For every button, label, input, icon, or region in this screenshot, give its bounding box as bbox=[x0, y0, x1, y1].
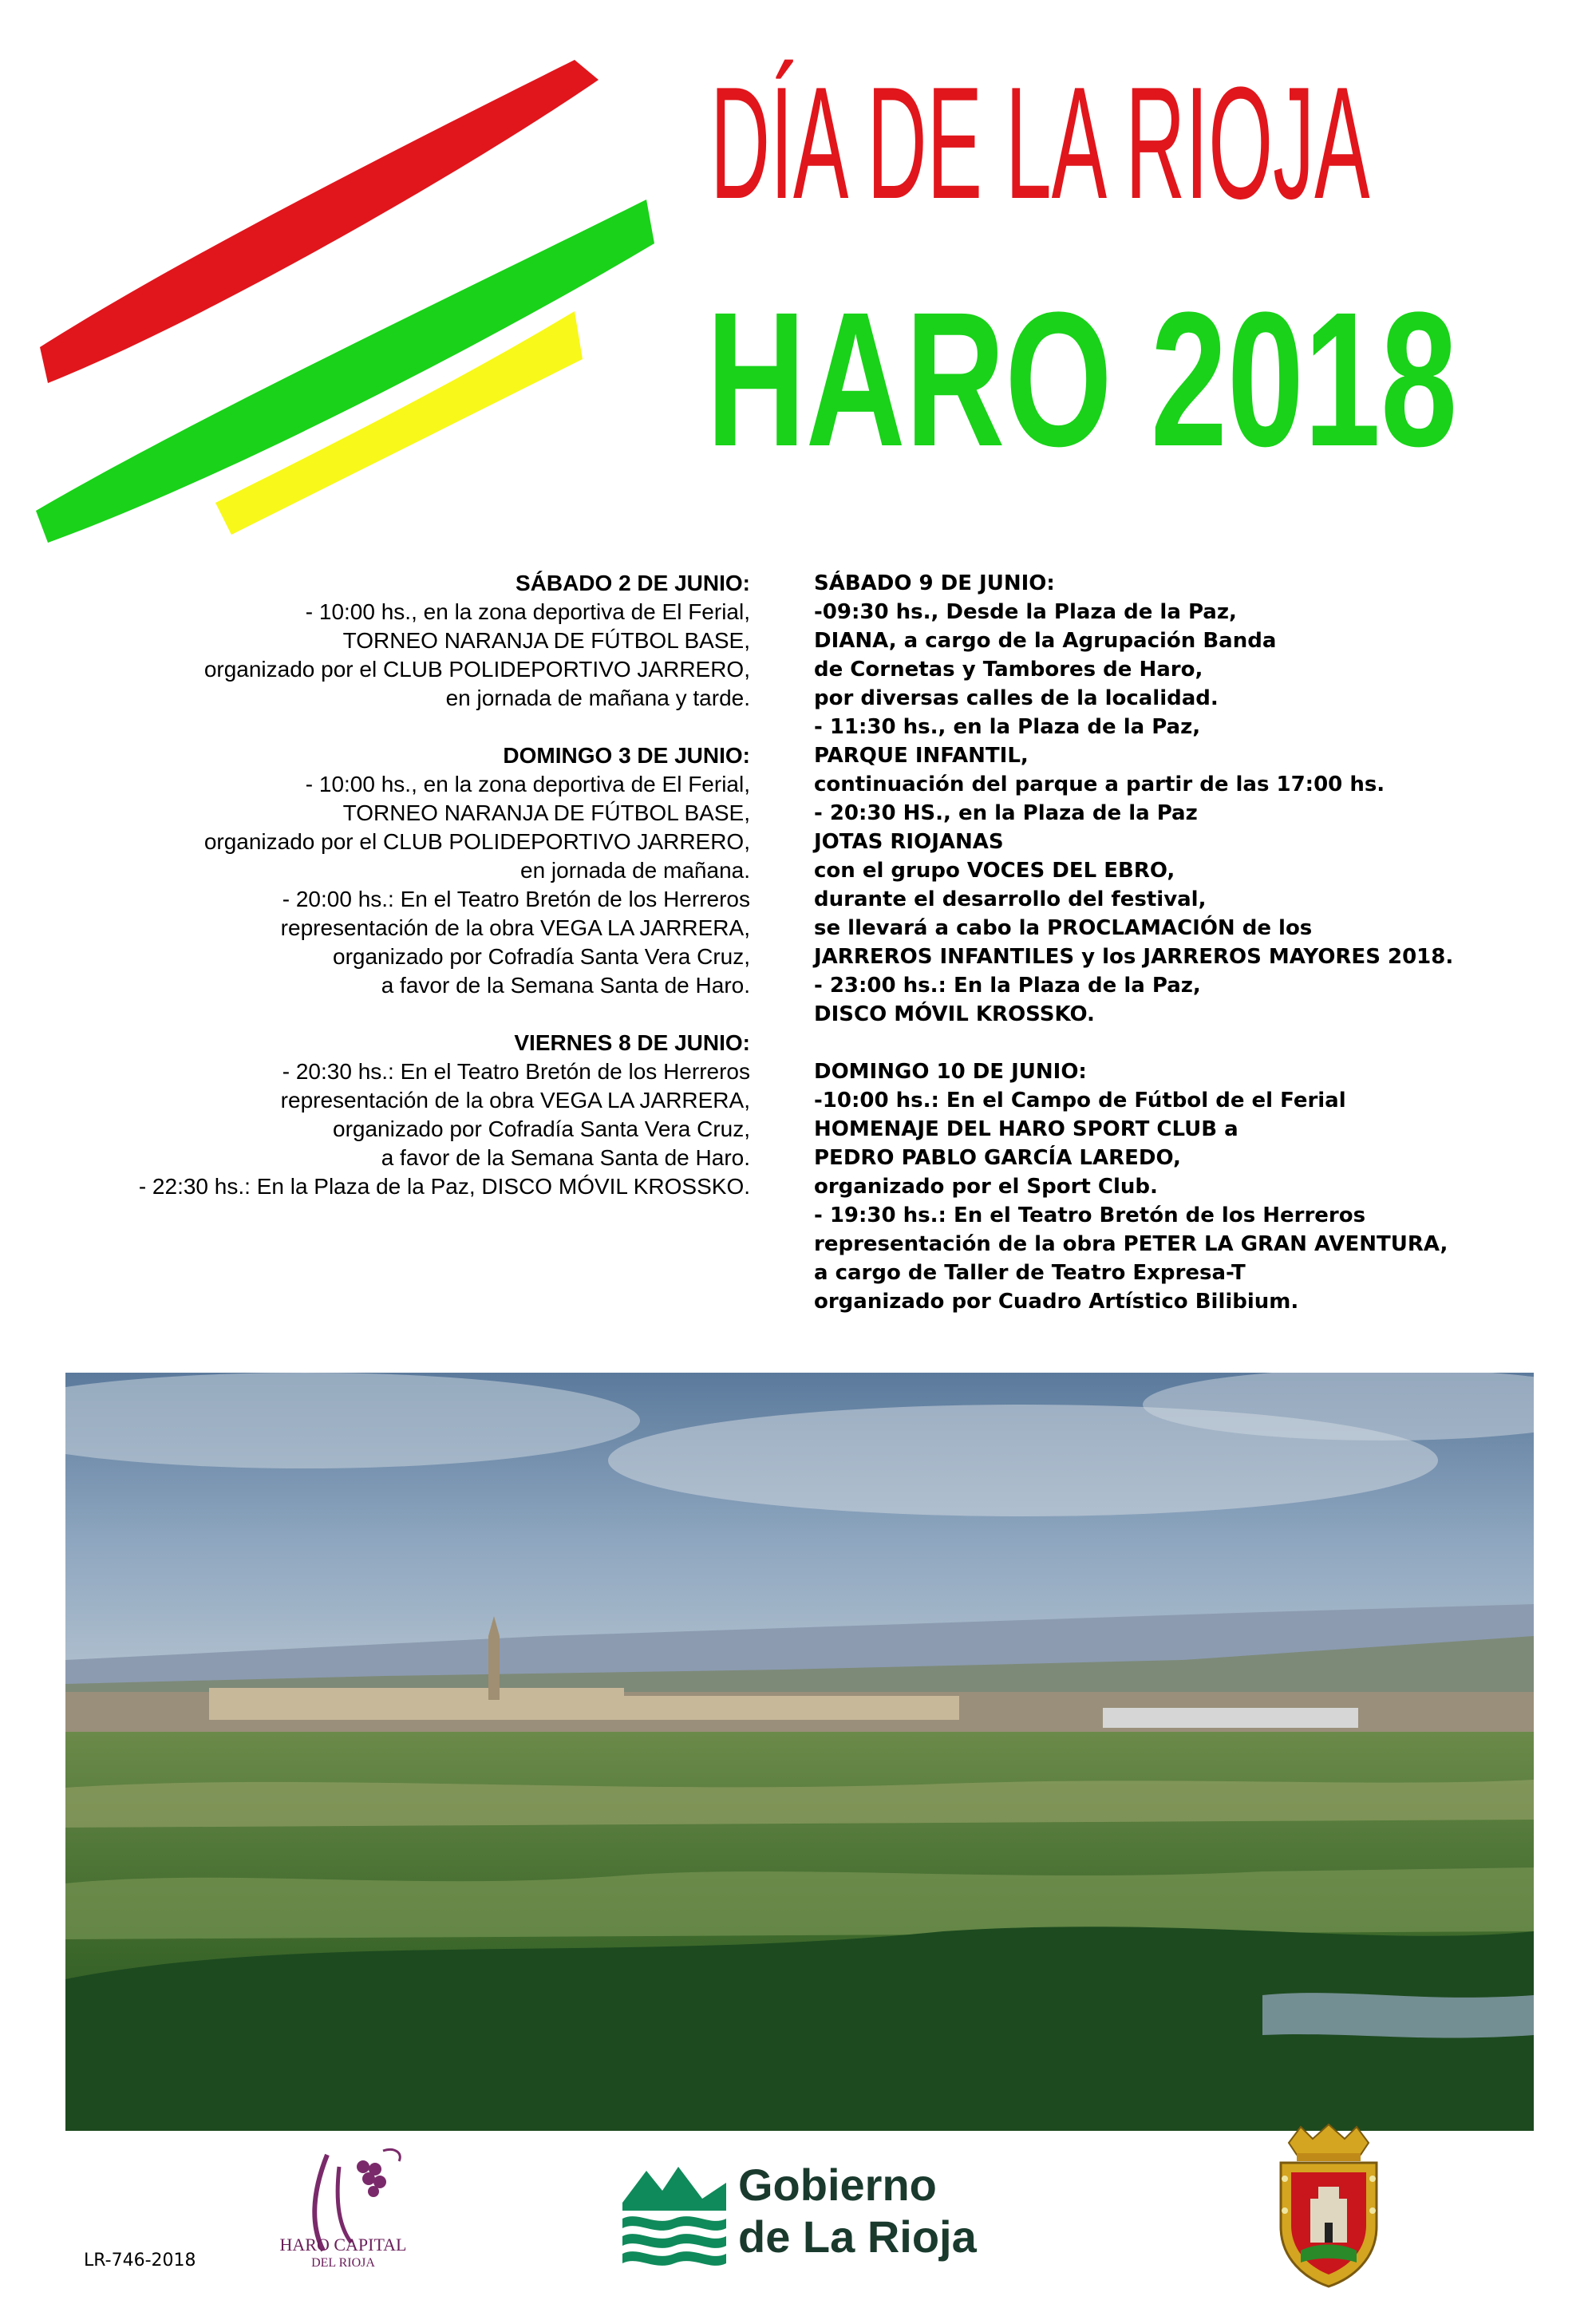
event-line: organizado por Cuadro Artístico Bilibium. bbox=[814, 1290, 1299, 1314]
haro-landscape-photo bbox=[65, 1373, 1534, 2131]
event-line: - 20:00 hs.: En el Teatro Bretón de los Herreros bbox=[282, 887, 750, 911]
event-line: - 23:00 hs.: En la Plaza de la Paz, bbox=[814, 974, 1201, 998]
event-line: a favor de la Semana Santa de Haro. bbox=[381, 973, 750, 998]
event-line: JOTAS RIOJANAS bbox=[814, 830, 1004, 854]
day-heading: DOMINGO 10 DE JUNIO: bbox=[814, 1060, 1087, 1084]
green-stripe bbox=[36, 200, 654, 543]
page-subtitle: HARO 2018 bbox=[706, 272, 1458, 486]
event-line: a cargo de Taller de Teatro Expresa-T bbox=[814, 1261, 1246, 1285]
event-line: - 22:30 hs.: En la Plaza de la Paz, DISCO MÓVIL KROSSKO. bbox=[138, 1174, 750, 1199]
event-line: PEDRO PABLO GARCÍA LAREDO, bbox=[814, 1146, 1181, 1170]
event-line: organizado por el CLUB POLIDEPORTIVO JARRERO, bbox=[203, 829, 750, 854]
mountains-waves-icon bbox=[622, 2155, 726, 2267]
event-line: PARQUE INFANTIL, bbox=[814, 744, 1029, 768]
event-line: organizado por el Sport Club. bbox=[814, 1175, 1158, 1199]
event-line: JARREROS INFANTILES y los JARREROS MAYORES 2018. bbox=[814, 945, 1454, 969]
event-line: - 10:00 hs., en la zona deportiva de El Ferial, bbox=[305, 599, 750, 624]
day-heading: DOMINGO 3 DE JUNIO: bbox=[503, 743, 750, 768]
event-line: - 20:30 hs.: En el Teatro Bretón de los Herreros bbox=[282, 1059, 750, 1084]
event-line: - 20:30 HS., en la Plaza de la Paz bbox=[814, 801, 1198, 825]
day-spacer bbox=[48, 713, 750, 741]
event-line: TORNEO NARANJA DE FÚTBOL BASE, bbox=[342, 800, 750, 825]
event-line: organizado por Cofradía Santa Vera Cruz, bbox=[333, 1116, 750, 1141]
event-line: DIANA, a cargo de la Agrupación Banda bbox=[814, 629, 1277, 653]
day-heading: SÁBADO 9 DE JUNIO: bbox=[814, 571, 1055, 595]
rioja-flag-stripes bbox=[24, 32, 662, 543]
event-line: -09:30 hs., Desde la Plaza de la Paz, bbox=[814, 600, 1237, 624]
haro-logo-line1: HARO CAPITAL bbox=[279, 2235, 407, 2255]
event-line: organizado por Cofradía Santa Vera Cruz, bbox=[333, 944, 750, 969]
day-heading: VIERNES 8 DE JUNIO: bbox=[514, 1030, 750, 1055]
event-line: por diversas calles de la localidad. bbox=[814, 686, 1219, 710]
page-title: DÍA DE LA RIOJA bbox=[710, 54, 1370, 232]
program-right-column bbox=[814, 569, 1580, 1316]
event-line: en jornada de mañana. bbox=[520, 858, 750, 883]
event-line: continuación del parque a partir de las 17:00 hs. bbox=[814, 773, 1385, 796]
haro-capital-logo bbox=[263, 2139, 423, 2278]
event-line: TORNEO NARANJA DE FÚTBOL BASE, bbox=[342, 628, 750, 653]
event-line: se llevará a cabo la PROCLAMACIÓN de los bbox=[814, 916, 1313, 940]
gobierno-rioja-logo bbox=[622, 2155, 1005, 2274]
day-spacer bbox=[814, 1029, 1580, 1057]
haro-logo-line2: DEL RIOJA bbox=[311, 2256, 375, 2270]
program-left-column bbox=[48, 569, 750, 1201]
event-line: a favor de la Semana Santa de Haro. bbox=[381, 1145, 750, 1170]
event-line: durante el desarrollo del festival, bbox=[814, 887, 1207, 911]
event-line: - 19:30 hs.: En el Teatro Bretón de los Herreros bbox=[814, 1203, 1366, 1227]
legal-deposit: LR-746-2018 bbox=[84, 2251, 196, 2271]
gobierno-logo-line2: de La Rioja bbox=[738, 2211, 977, 2262]
event-line: organizado por el CLUB POLIDEPORTIVO JARRERO, bbox=[203, 657, 750, 682]
day-heading: SÁBADO 2 DE JUNIO: bbox=[515, 571, 750, 595]
event-line: - 11:30 hs., en la Plaza de la Paz, bbox=[814, 715, 1201, 739]
event-line: en jornada de mañana y tarde. bbox=[445, 686, 750, 710]
event-line: de Cornetas y Tambores de Haro, bbox=[814, 658, 1203, 682]
event-line: DISCO MÓVIL KROSSKO. bbox=[814, 1002, 1095, 1026]
event-line: - 10:00 hs., en la zona deportiva de El Ferial, bbox=[305, 772, 750, 796]
event-line: representación de la obra PETER LA GRAN AVENTURA, bbox=[814, 1232, 1448, 1256]
red-stripe bbox=[40, 60, 598, 383]
day-spacer bbox=[48, 1000, 750, 1029]
event-line: representación de la obra VEGA LA JARRERA, bbox=[280, 915, 750, 940]
event-line: -10:00 hs.: En el Campo de Fútbol de el Ferial bbox=[814, 1089, 1346, 1113]
gobierno-logo-line1: Gobierno bbox=[738, 2160, 937, 2210]
event-line: con el grupo VOCES DEL EBRO, bbox=[814, 859, 1175, 883]
event-line: HOMENAJE DEL HARO SPORT CLUB a bbox=[814, 1117, 1238, 1141]
event-line: representación de la obra VEGA LA JARRERA, bbox=[280, 1088, 750, 1113]
haro-coat-of-arms-icon bbox=[1269, 2123, 1389, 2290]
